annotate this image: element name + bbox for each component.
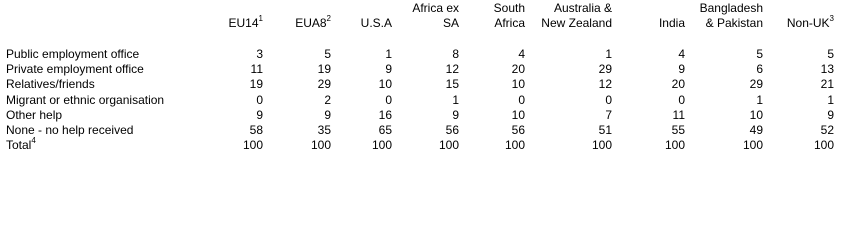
row-label-text: Public employment office (6, 47, 140, 61)
table-cell: 16 (378, 107, 392, 122)
column-header-3-line-1 (443, 16, 459, 31)
column-header-8 (787, 16, 834, 31)
column-header-text: Africa (494, 16, 525, 30)
footnote-marker: 1 (258, 14, 263, 23)
table-cell: 29 (317, 77, 331, 92)
table-cell: 49 (749, 123, 763, 137)
row-label (6, 47, 139, 62)
table-cell: 10 (511, 107, 525, 122)
table-cell: 10 (749, 107, 763, 122)
table-cell: 51 (598, 123, 612, 137)
table-cell: 100 (310, 138, 331, 153)
table-cell: 9 (678, 62, 685, 77)
table-cell: 8 (452, 47, 459, 61)
column-header-text: South (493, 1, 525, 15)
row-label (6, 77, 95, 92)
footnote-marker: 4 (31, 136, 36, 146)
table-cell: 6 (756, 62, 763, 77)
table-cell: 29 (749, 77, 763, 92)
table-cell: 7 (605, 107, 612, 122)
table-cell: 58 (249, 123, 263, 137)
column-header-4-line-0 (494, 1, 525, 16)
table-cell: 100 (591, 138, 612, 153)
table-cell: 20 (671, 77, 685, 92)
table-cell: 9 (385, 62, 392, 77)
row-label (6, 123, 133, 138)
table-cell: 3 (256, 47, 263, 61)
column-header-1 (295, 16, 331, 31)
table-cell: 1 (756, 92, 763, 107)
table-cell: 56 (511, 123, 525, 137)
column-header-text: SA (442, 16, 459, 30)
table-cell: 1 (385, 47, 392, 61)
column-header-text: New Zealand (541, 16, 612, 30)
table-cell: 10 (511, 77, 525, 92)
table-cell: 12 (445, 62, 459, 77)
table-cell: 100 (371, 138, 392, 153)
column-header-0 (229, 16, 263, 31)
column-header-7-line-1 (706, 16, 763, 31)
table-cell: 9 (452, 107, 459, 122)
row-label (6, 108, 62, 123)
row-label (6, 138, 36, 153)
column-header-text: Australia & (553, 1, 612, 15)
table-cell: 0 (518, 92, 525, 107)
table-cell: 100 (742, 138, 763, 153)
row-label-text: Migrant or ethnic organisation (6, 92, 165, 107)
row-label-text: Other help (6, 107, 63, 122)
table-cell: 52 (820, 123, 834, 137)
table-cell: 19 (249, 77, 263, 92)
table-cell: 9 (256, 107, 263, 122)
table-cell: 35 (317, 123, 331, 137)
column-header-text: EU14 (228, 16, 259, 30)
row-label-text: Total (6, 138, 32, 153)
row-label (6, 62, 144, 77)
column-header-6 (659, 16, 685, 31)
table-cell: 100 (504, 138, 525, 153)
row-label (6, 93, 164, 108)
column-header-4-line-1 (494, 16, 525, 31)
table-cell: 0 (385, 92, 392, 107)
table-cell: 0 (678, 92, 685, 107)
column-header-text: Bangladesh (699, 1, 763, 15)
column-header-2 (361, 16, 392, 31)
column-header-text: India (658, 16, 685, 30)
table-cell: 9 (324, 107, 331, 122)
table-cell: 11 (250, 62, 263, 77)
table-cell: 19 (317, 62, 331, 77)
footnote-marker: 3 (829, 14, 834, 23)
table-cell: 2 (324, 92, 331, 107)
table-cell: 100 (242, 138, 263, 153)
table-cell: 65 (378, 123, 392, 137)
table-cell: 15 (445, 77, 459, 92)
column-header-text: U.S.A (360, 16, 392, 30)
table-cell: 0 (256, 92, 263, 107)
table-cell: 9 (827, 107, 834, 122)
column-header-text: Africa ex (412, 1, 459, 15)
table-cell: 1 (452, 92, 459, 107)
table-cell: 20 (511, 62, 525, 77)
table-cell: 4 (518, 47, 525, 61)
table-cell: 13 (820, 62, 834, 77)
table-cell: 55 (671, 123, 685, 137)
table-cell: 0 (605, 92, 612, 107)
table-cell: 56 (445, 123, 459, 137)
table-cell: 21 (820, 77, 834, 92)
column-header-3-line-0 (412, 1, 459, 16)
table-cell: 5 (756, 47, 763, 61)
table-cell: 5 (324, 47, 331, 61)
table-cell: 100 (438, 138, 459, 153)
table-cell: 4 (678, 47, 685, 61)
column-header-text: & Pakistan (705, 16, 763, 30)
table-cell: 1 (827, 92, 834, 107)
table-cell: 5 (827, 47, 834, 61)
footnote-marker: 2 (326, 14, 331, 23)
column-header-text: EUA8 (295, 16, 327, 30)
table-cell: 10 (378, 77, 392, 92)
table-cell: 100 (813, 138, 834, 153)
row-label-text: Private employment office (6, 62, 144, 77)
table-cell: 29 (598, 62, 612, 77)
row-label-text: None - no help received (6, 123, 134, 137)
table-cell: 12 (598, 77, 612, 92)
column-header-text: Non-UK (786, 16, 830, 30)
table-cell: 100 (664, 138, 685, 153)
column-header-5-line-0 (554, 1, 612, 16)
column-header-7-line-0 (700, 1, 763, 16)
column-header-5-line-1 (541, 16, 612, 31)
row-label-text: Relatives/friends (6, 77, 95, 92)
table-cell: 11 (672, 107, 685, 122)
table-cell: 1 (605, 47, 612, 61)
